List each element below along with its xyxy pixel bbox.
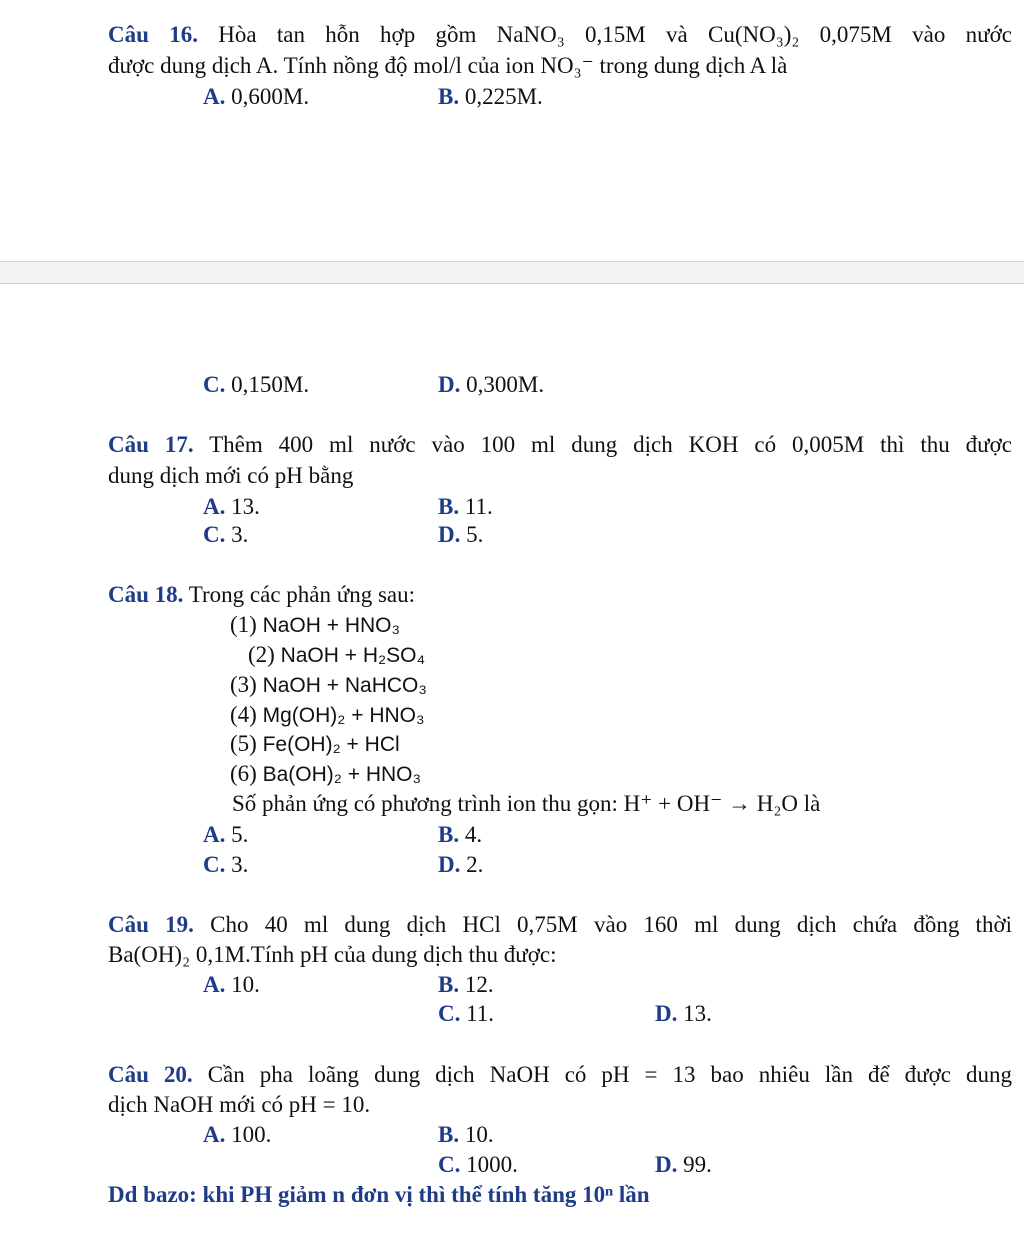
q19-line1: [108, 910, 1012, 940]
q17-label: Câu 17.: [108, 432, 194, 457]
q19-option-d: [655, 999, 712, 1029]
q18-option-c: [203, 850, 248, 880]
reaction-equation: Ba(OH)₂ + HNO₃: [262, 763, 422, 786]
option-letter: D.: [438, 852, 461, 877]
reaction-equation: Mg(OH)₂ + HNO₃: [262, 704, 425, 727]
q19-text1: Cho 40 ml dung dịch HCl 0,75M vào 160 ml dung dịch chứa đồng thời: [210, 912, 1012, 937]
reaction-5: [230, 729, 400, 760]
option-text: 5.: [466, 522, 484, 547]
q18-option-b: [438, 820, 482, 850]
q18-option-d: [438, 850, 483, 880]
option-letter: B.: [438, 84, 460, 109]
reaction-number: (5): [230, 731, 257, 756]
option-text: 12.: [464, 972, 494, 997]
reaction-equation: Fe(OH)₂ + HCl: [262, 733, 400, 756]
q16-line2: được dung dịch A. Tính nồng độ mol/l của ion NO₃⁻ trong dung dịch A là: [108, 53, 788, 78]
q16-label: Câu 16.: [108, 22, 198, 47]
option-text: 4.: [464, 822, 483, 847]
q17-option-a: [203, 492, 260, 522]
q17-option-b: [438, 492, 493, 522]
q18-question: Số phản ứng có phương trình ion thu gọn: H⁺ + OH⁻ → H₂O là: [232, 791, 821, 816]
q17-option-d: [438, 520, 483, 550]
q20-option-d: [655, 1150, 712, 1180]
q18-option-a: [203, 820, 248, 850]
reaction-equation: NaOH + H₂SO₄: [280, 644, 426, 667]
reaction-4: [230, 700, 425, 731]
option-letter: C.: [438, 1152, 461, 1177]
reaction-6: [230, 759, 421, 790]
q16-option-c: [203, 370, 309, 400]
option-text: 1000.: [466, 1152, 518, 1177]
option-letter: B.: [438, 494, 460, 519]
q18-line1: [108, 580, 415, 610]
option-text: 0,600M.: [231, 84, 310, 109]
q16-option-d: [438, 370, 544, 400]
option-letter: C.: [203, 522, 226, 547]
option-text: 10.: [231, 972, 260, 997]
option-letter: B.: [438, 1122, 460, 1147]
option-letter: D.: [438, 522, 461, 547]
option-letter: C.: [203, 852, 226, 877]
q17-option-c: [203, 520, 248, 550]
reaction-number: (3): [230, 672, 257, 697]
q16-text1: Hòa tan hỗn hợp gồm NaNO₃ 0,15M và Cu(NO₃)₂ 0,075M vào nước: [218, 22, 1013, 47]
reaction-equation: NaOH + HNO₃: [262, 614, 401, 637]
q17-text1: Thêm 400 ml nước vào 100 ml dung dịch KOH có 0,005M thì thu được: [209, 432, 1012, 457]
reaction-equation: NaOH + NaHCO₃: [262, 674, 427, 697]
q20-text1: Cần pha loãng dung dịch NaOH có pH = 13 bao nhiêu lần để được dung: [207, 1062, 1013, 1087]
option-text: 10.: [464, 1122, 494, 1147]
option-text: 3.: [231, 852, 249, 877]
option-text: 11.: [466, 1001, 495, 1026]
page-break: [0, 262, 1024, 283]
reaction-2: [248, 640, 425, 671]
q17-line1: [108, 430, 1012, 460]
reaction-number: (2): [248, 642, 275, 667]
option-text: 5.: [231, 822, 249, 847]
option-text: 2.: [466, 852, 484, 877]
q20-option-c: [438, 1150, 518, 1180]
q19-option-a: [203, 970, 260, 1000]
option-letter: A.: [203, 1122, 226, 1147]
q16-option-b: [438, 82, 543, 112]
q20-option-b: [438, 1120, 494, 1150]
option-letter: A.: [203, 972, 226, 997]
reaction-3: [230, 670, 427, 701]
reaction-number: (6): [230, 761, 257, 786]
q16-option-a: [203, 82, 309, 112]
option-letter: D.: [655, 1001, 678, 1026]
option-text: 100.: [231, 1122, 272, 1147]
option-letter: B.: [438, 972, 460, 997]
bazo-note: Dd bazo: khi PH giảm n đơn vị thì thể tính tăng 10ⁿ lần: [108, 1182, 650, 1207]
q20-option-a: [203, 1120, 271, 1150]
q16-line1: [108, 20, 1012, 50]
option-text: 0,150M.: [231, 372, 310, 397]
q20-label: Câu 20.: [108, 1062, 193, 1087]
option-letter: A.: [203, 822, 226, 847]
option-letter: B.: [438, 822, 460, 847]
option-text: 13.: [683, 1001, 712, 1026]
option-letter: C.: [203, 372, 226, 397]
reaction-number: (1): [230, 612, 257, 637]
option-text: 0,225M.: [464, 84, 543, 109]
q19-option-c: [438, 999, 494, 1029]
option-letter: D.: [655, 1152, 678, 1177]
option-letter: A.: [203, 494, 226, 519]
option-text: 11.: [464, 494, 493, 519]
option-text: 0,300M.: [466, 372, 545, 397]
q20-line2: dịch NaOH mới có pH = 10.: [108, 1092, 371, 1117]
q18-label: Câu 18.: [108, 582, 184, 607]
option-letter: D.: [438, 372, 461, 397]
reaction-number: (4): [230, 702, 257, 727]
option-text: 99.: [683, 1152, 712, 1177]
option-text: 13.: [231, 494, 260, 519]
q19-option-b: [438, 970, 494, 1000]
q18-intro: Trong các phản ứng sau:: [188, 582, 415, 607]
page-break-bottom: [0, 283, 1024, 284]
option-text: 3.: [231, 522, 249, 547]
q19-line2: Ba(OH)₂ 0,1M.Tính pH của dung dịch thu được:: [108, 942, 557, 967]
option-letter: A.: [203, 84, 226, 109]
option-letter: C.: [438, 1001, 461, 1026]
q17-line2: dung dịch mới có pH bằng: [108, 463, 354, 488]
q19-label: Câu 19.: [108, 912, 194, 937]
q20-line1: [108, 1060, 1012, 1090]
reaction-1: [230, 610, 400, 641]
